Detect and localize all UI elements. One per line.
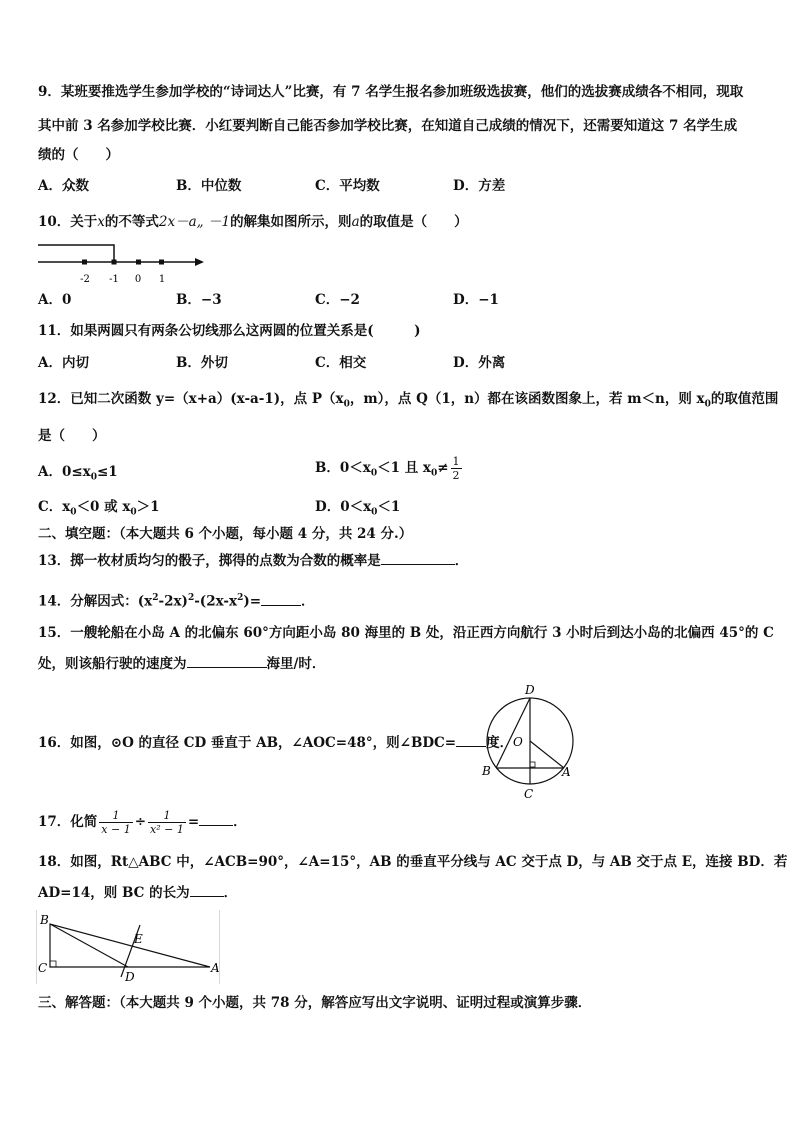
q10-mid: 的不等式 — [104, 214, 159, 230]
tick-label-1: 1 — [158, 274, 166, 285]
q17-pre: 17．化简 — [38, 814, 98, 830]
q9-option-c: C．平均数 — [315, 178, 380, 194]
label-b: B — [482, 764, 491, 778]
q15-line-1: 15．一艘轮船在小岛 A 的北偏东 60°方向距小岛 80 海里的 B 处，沿正西方向航行 3 小时后到达小岛的北偏西 45°的 C — [38, 625, 774, 641]
label-e: E — [134, 932, 143, 946]
tick-mark-0 — [136, 260, 141, 265]
q9-option-d: D．方差 — [453, 178, 506, 194]
q17-fraction-2 — [148, 809, 186, 836]
q16-end: 度． — [486, 735, 514, 751]
solution-ray — [38, 245, 114, 262]
q17-fraction-1 — [99, 809, 132, 836]
q13-answer-blank[interactable] — [381, 552, 455, 565]
q17-equals: = — [187, 814, 200, 830]
q12-sub: 0 — [704, 399, 711, 410]
segment-bd — [50, 924, 128, 967]
q14-post: )= — [243, 593, 262, 610]
q17-answer-blank[interactable] — [199, 813, 233, 826]
fraction-denominator: x − 1 — [101, 823, 131, 836]
tick-label-neg2: -2 — [80, 274, 90, 285]
q12-d-post: ＜1 — [377, 499, 401, 515]
q11-option-d: D．外离 — [453, 355, 506, 371]
q12-b-pre: B．0＜x — [315, 460, 371, 476]
label-a: A — [211, 961, 220, 975]
section-2-heading: 二、填空题：（本大题共 6 个小题，每小题 4 分，共 24 分.） — [38, 526, 413, 542]
q10-number-line — [38, 240, 213, 288]
q12-sub: 0 — [430, 468, 438, 479]
q12-text-b: ，m），点 Q（1，n）都在该函数图象上，若 m＜n，则 x — [349, 391, 705, 407]
q17-stem — [38, 805, 247, 839]
q17-divide: ÷ — [134, 814, 147, 830]
label-o: O — [513, 735, 523, 749]
q15-line-2 — [38, 655, 325, 673]
q11-stem: 11．如果两圆只有两条公切线那么这两圆的位置关系是( ) — [38, 323, 421, 339]
q18-triangle-figure — [36, 910, 224, 984]
q10-prefix: 10．关于 — [38, 214, 98, 230]
right-angle-mark — [50, 961, 56, 967]
q10-option-b: B．−3 — [176, 292, 222, 308]
tick-mark-neg1 — [112, 260, 117, 265]
q12-option-b — [315, 455, 464, 483]
q10-option-d: D．−1 — [453, 292, 499, 308]
q11-option-b: B．外切 — [176, 355, 228, 371]
q14-sup: 2 — [237, 593, 244, 603]
q17-end: ． — [233, 814, 247, 830]
section-3-heading: 三、解答题：（本大题共 9 个小题，共 78 分，解答应写出文字说明、证明过程或演算步骤． — [38, 995, 592, 1011]
q9-line-3: 绩的（ ） — [38, 147, 119, 163]
q14-sup: 2 — [187, 593, 195, 603]
q10-option-a: A．0 — [38, 292, 72, 308]
label-c: C — [38, 961, 48, 975]
q14-sup: 2 — [152, 593, 159, 603]
q12-sub: 0 — [70, 507, 77, 518]
q16-circle-figure — [478, 680, 584, 802]
q14-mid-1: -2x) — [158, 593, 188, 610]
q12-c-mid: ＜0 或 x — [76, 499, 131, 515]
fraction-denominator: 2 — [452, 469, 460, 482]
q11-option-a: A．内切 — [38, 355, 89, 371]
q12-sub: 0 — [90, 472, 97, 483]
q18-answer-blank[interactable] — [190, 884, 224, 897]
q12-sub: 0 — [371, 507, 378, 518]
q10-option-c: C．−2 — [315, 292, 360, 308]
right-angle-mark — [530, 762, 535, 767]
q16-stem — [38, 734, 513, 752]
triangle-abc — [50, 924, 210, 967]
q9-line-2: 其中前 3 名参加学校比赛．小红要判断自己能否参加学校比赛，在知道自己成绩的情况下，还需要知道这 7 名学生成 — [38, 118, 738, 134]
label-d: D — [525, 683, 535, 697]
fraction-numerator: 1 — [148, 809, 186, 823]
q13-end: ． — [454, 553, 469, 569]
fraction-numerator: 1 — [99, 809, 132, 823]
q16-text: 16．如图，⊙O 的直径 CD 垂直于 AB，∠AOC=48°，则∠BDC= — [38, 735, 457, 751]
q9-line-1: 9．某班要推选学生参加学校的“诗词达人”比赛，有 7 名学生报名参加班级选拔赛，他们的选拔赛成绩各不相同，现取 — [38, 84, 744, 100]
q12-b-mid: ＜1 且 x — [377, 460, 431, 476]
q12-sub: 0 — [343, 399, 350, 410]
q10-suffix-1: 的解集如图所示，则 — [230, 214, 352, 230]
q10-inequality: 2x－a„ －1 — [158, 214, 231, 230]
label-d: D — [125, 970, 135, 984]
q11-option-c: C．相交 — [315, 355, 367, 371]
tick-label-neg1: -1 — [109, 274, 119, 285]
fraction-denominator: x² − 1 — [150, 823, 184, 836]
q14-stem — [38, 589, 315, 611]
q12-text-c: 的取值范围 — [710, 391, 779, 407]
q12-option-c — [38, 498, 160, 522]
q9-option-a: A．众数 — [38, 178, 89, 194]
q12-sub: 0 — [370, 468, 378, 479]
q12-c-pre: C．x — [38, 499, 71, 515]
label-a: A — [562, 765, 571, 779]
q14-pre: 14．分解因式：(x — [38, 593, 153, 610]
q15-line-2-post: 海里/时． — [266, 656, 326, 672]
q12-d-pre: D．0＜x — [315, 499, 372, 515]
q12-line-2: 是（ ） — [38, 428, 106, 444]
q10-suffix-2: 的取值是（ ） — [359, 214, 468, 230]
label-c: C — [524, 787, 534, 801]
axis-arrow-icon — [195, 258, 204, 266]
q12-text-a: 12．已知二次函数 y=（x+a）(x-a-1)，点 P（x — [38, 391, 344, 407]
fraction-numerator: 1 — [452, 455, 460, 468]
q13-stem — [38, 552, 468, 570]
q12-a-post: ≤1 — [97, 464, 118, 480]
q12-b-fraction — [451, 455, 462, 482]
q10-var-x: x — [97, 214, 105, 230]
q9-option-b: B．中位数 — [176, 178, 242, 194]
q14-mid-2: -(2x-x — [194, 593, 238, 610]
q15-answer-blank[interactable] — [187, 655, 267, 668]
q12-c-post: ＞1 — [136, 499, 160, 515]
tick-mark-1 — [159, 260, 164, 265]
q15-line-2-pre: 处，则该船行驶的速度为 — [38, 656, 187, 672]
q12-line-1 — [38, 390, 778, 414]
q12-sub: 0 — [130, 507, 137, 518]
tick-mark-neg2 — [82, 260, 87, 265]
q18-line-1: 18．如图，Rt△ABC 中，∠ACB=90°，∠A=15°，AB 的垂直平分线与 AC 交于点 D，与 AB 交于点 E，连接 BD．若 — [38, 854, 788, 870]
q10-var-a: a — [351, 214, 360, 230]
q12-a-pre: A．0≤x — [38, 464, 91, 480]
q12-b-post: ≠ — [437, 460, 449, 476]
q12-option-a — [38, 463, 118, 487]
q14-end: ． — [301, 593, 315, 610]
q13-text: 13．掷一枚材质均匀的骰子，掷得的点数为合数的概率是 — [38, 553, 381, 569]
tick-label-0: 0 — [134, 274, 142, 285]
q10-stem — [38, 213, 468, 231]
q18-line-2 — [38, 884, 237, 902]
q14-answer-blank[interactable] — [261, 593, 301, 606]
label-b: B — [40, 913, 49, 927]
q12-option-d — [315, 498, 400, 522]
q18-line-2-pre: AD=14，则 BC 的长为 — [38, 885, 190, 901]
q18-end: ． — [223, 885, 238, 901]
